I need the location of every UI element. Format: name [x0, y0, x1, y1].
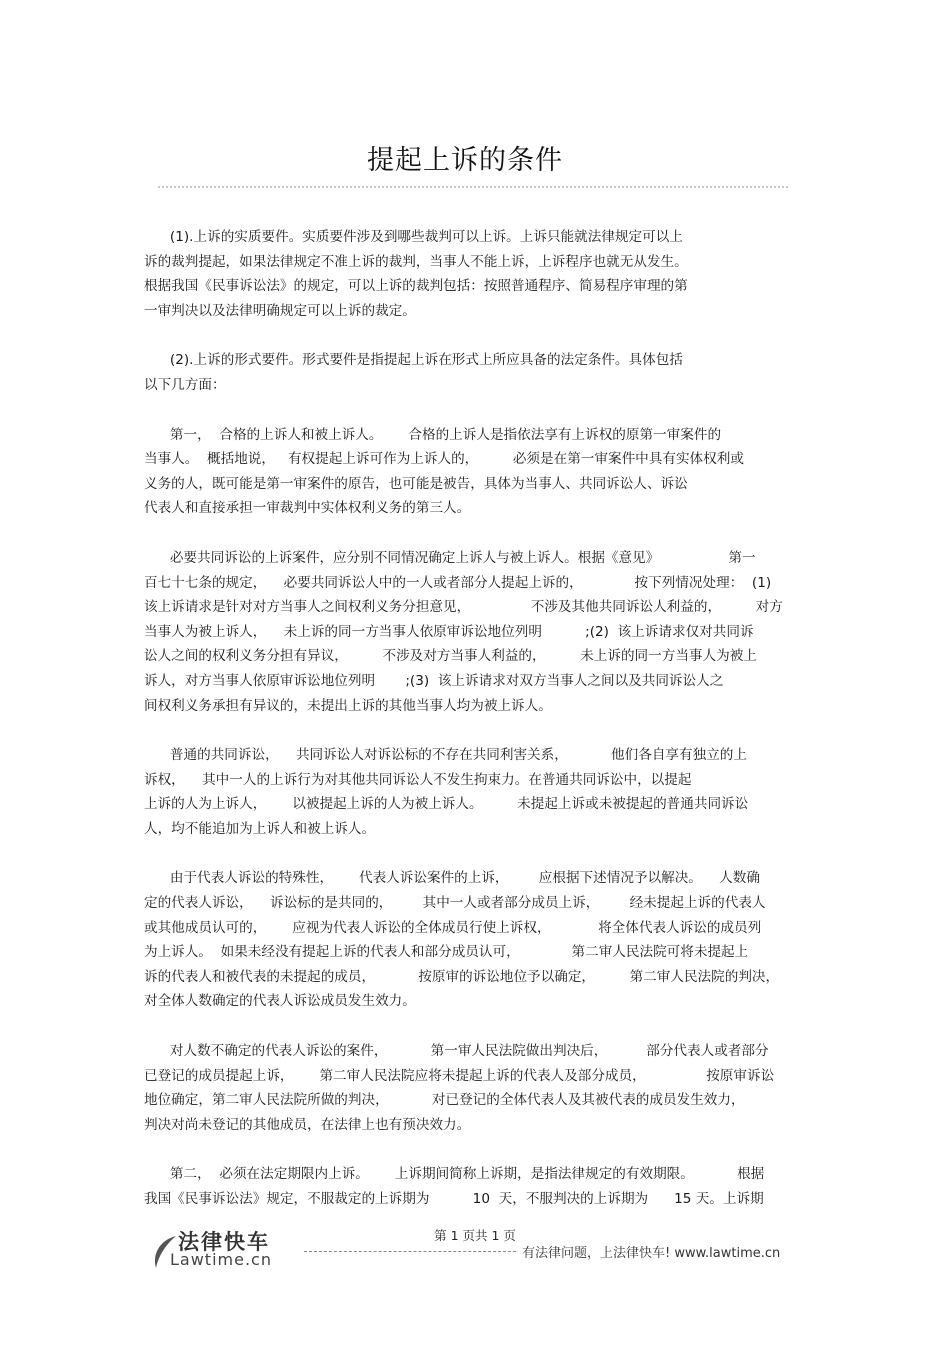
text-line: 定的代表人诉讼， 诉讼标的是共同的， 其中一人或者部分成员上诉， 经未提起上诉的代表人	[144, 895, 766, 912]
paragraph	[144, 1162, 794, 1211]
paragraph	[144, 546, 794, 718]
logo-chinese-text: 法律快车	[178, 1230, 270, 1254]
text-line: 由于代表人诉讼的特殊性， 代表人诉讼案件的上诉， 应根据下述情况予以解决。 人数确	[144, 870, 760, 887]
text-line: 普通的共同诉讼， 共同诉讼人对诉讼标的不存在共同利害关系， 他们各自享有独立的上	[144, 747, 747, 764]
text-line: 当事人。 概括地说， 有权提起上诉可作为上诉人的， 必须是在第一审案件中具有实体权利或	[144, 451, 744, 468]
text-line: 我国《民事诉讼法》规定，不服裁定的上诉期为 10 天，不服判决的上诉期为 15 天。上诉期	[144, 1191, 764, 1207]
paragraph	[144, 348, 794, 397]
title-divider	[158, 186, 788, 188]
text-line: 诉权， 其中一人的上诉行为对其他共同诉讼人不发生拘束力。在普通共同诉讼中，以提起	[144, 771, 692, 788]
document-body	[144, 225, 794, 1237]
text-line: 根据我国《民事诉讼法》的规定，可以上诉的裁判包括：按照普通程序、简易程序审理的第	[144, 278, 688, 295]
text-line: 或其他成员认可的， 应视为代表人诉讼的全体成员行使上诉权， 将全体代表人诉讼的成员列	[144, 919, 762, 936]
text-line: 诉的裁判提起，如果法律规定不准上诉的裁判，当事人不能上诉，上诉程序也就无从发生。	[144, 253, 688, 270]
text-line: 第二， 必须在法定期限内上诉。 上诉期间简称上诉期，是指法律规定的有效期限。 根据	[144, 1166, 765, 1183]
footer-dashed-line	[304, 1251, 516, 1252]
paragraph	[144, 225, 794, 323]
text-line: 判决对尚未登记的其他成员，在法律上也有预决效力。	[144, 1116, 471, 1133]
text-line: (1).上诉的实质要件。实质要件涉及到哪些裁判可以上诉。上诉只能就法律规定可以上	[144, 229, 683, 245]
text-line: 诉人，对方当事人依原审诉讼地位列明 ;(3) 该上诉请求对双方当事人之间以及共同诉讼人之	[144, 672, 724, 689]
paragraph	[144, 423, 794, 521]
text-line: 必要共同诉讼的上诉案件，应分别不同情况确定上诉人与被上诉人。根据《意见》 第一	[144, 549, 756, 566]
text-line: 以下几方面：	[144, 376, 226, 393]
text-line: 为上诉人。 如果未经没有提起上诉的代表人和部分成员认可， 第二审人民法院可将未提起上	[144, 944, 749, 961]
text-line: 一审判决以及法律明确规定可以上诉的裁定。	[144, 302, 416, 319]
text-line: 该上诉请求是针对对方当事人之间权利义务分担意见， 不涉及其他共同诉讼人利益的， 对方	[144, 599, 783, 616]
page-number: 第 1 页共 1 页	[434, 1228, 516, 1243]
text-line: 已登记的成员提起上诉， 第二审人民法院应将未提起上诉的代表人及部分成员， 按原审诉讼	[144, 1067, 775, 1084]
text-line: 代表人和直接承担一审裁判中实体权利义务的第三人。	[144, 500, 471, 517]
text-line: 第一， 合格的上诉人和被上诉人。 合格的上诉人是指依法享有上诉权的原第一审案件的	[144, 426, 722, 443]
text-line: 间权利义务承担有异议的，未提出上诉的其他当事人均为被上诉人。	[144, 697, 552, 714]
document-title: 提起上诉的条件	[367, 145, 563, 176]
logo-english-text: Lawtime.cn	[170, 1250, 272, 1269]
text-line: 对全体人数确定的代表人诉讼成员发生效力。	[144, 993, 416, 1010]
lawtime-logo	[150, 1226, 310, 1272]
text-line: 百七十七条的规定， 必要共同诉讼人中的一人或者部分人提起上诉的， 按下列情况处理： (1)	[144, 574, 772, 591]
text-line: 对人数不确定的代表人诉讼的案件， 第一审人民法院做出判决后， 部分代表人或者部分	[144, 1043, 769, 1060]
text-line: 人，均不能追加为上诉人和被上诉人。	[144, 820, 376, 837]
text-line: 当事人为被上诉人， 未上诉的同一方当事人依原审诉讼地位列明 ;(2) 该上诉请求仅对共同诉	[144, 623, 754, 640]
paragraph	[144, 743, 794, 841]
paragraph	[144, 1039, 794, 1137]
text-line: 义务的人，既可能是第一审案件的原告，也可能是被告，具体为当事人、共同诉讼人、诉讼	[144, 475, 688, 492]
text-line: 地位确定，第二审人民法院所做的判决， 对已登记的全体代表人及其被代表的成员发生效力，	[144, 1092, 745, 1109]
text-line: 上诉的人为上诉人， 以被提起上诉的人为被上诉人。 未提起上诉或未被提起的普通共同诉讼	[144, 796, 749, 813]
text-line: 讼人之间的权利义务分担有异议， 不涉及对方当事人利益的， 未上诉的同一方当事人为被上	[144, 648, 757, 665]
paragraph	[144, 866, 794, 1014]
text-line: (2).上诉的形式要件。形式要件是指提起上诉在形式上所应具备的法定条件。具体包括	[144, 352, 683, 369]
text-line: 诉的代表人和被代表的未提起的成员， 按原审的诉讼地位予以确定， 第二审人民法院的判决，	[144, 968, 780, 985]
footer-slogan: 有法律问题，上法律快车! www.lawtime.cn	[522, 1246, 781, 1261]
